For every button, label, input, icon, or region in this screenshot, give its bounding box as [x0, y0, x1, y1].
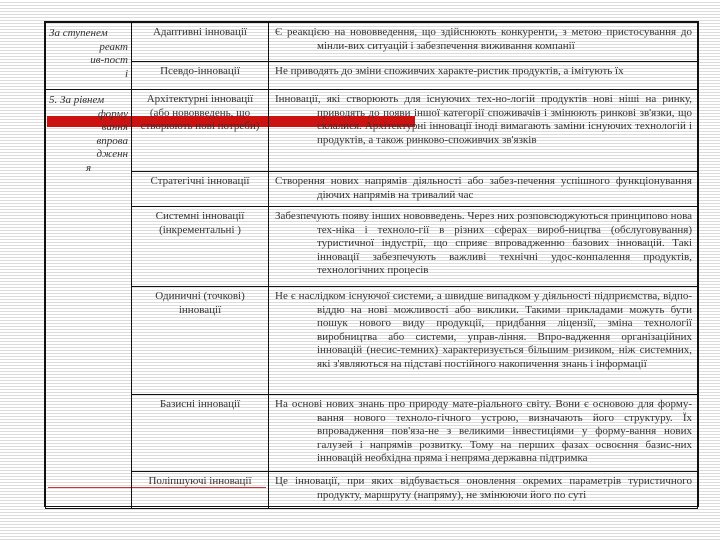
innovation-description: Створення нових напрямів діяльності або забез-печення успішного функціонування діючих напрямів на тривалий час	[269, 172, 698, 207]
innovation-description: На основі нових знань про природу мате-ріального світу. Вони є основою для форму-вання нового техноло-гічного устрою, визначають його структуру. Їх впровадження пов'яза-не з великими інвестиціями у форму-вання нових галузей і напрямів розвитку. Тому на перших фазах освоєння базис-них інновацій необхідна пряма і непряма державна підтримка	[269, 395, 698, 472]
innovation-type: Одиничні (точкові) інновації	[132, 287, 269, 395]
table-row	[46, 287, 698, 395]
label-line: ив-пост	[90, 54, 128, 66]
label-line: впрова	[96, 134, 128, 147]
innovation-type: Адаптивні інновації	[132, 23, 269, 62]
label-line: форму	[97, 107, 128, 120]
table-row	[46, 90, 698, 172]
innovation-description: Забезпечують появу інших нововведень. Через них розповсюджуються принципово нова тех-ніка і техноло-гії в різних сферах вироб-ництва (обслуговування) туристичної індустрії, що сприяє впровадженню базових інновацій. Такі інновації забезпечують важливі технічні удос-конпалення продуктів, технологічних процесів	[269, 207, 698, 287]
innovation-type: Псевдо-інновації	[132, 62, 269, 90]
innovation-type: Архітектурні інновації (або нововведень, що створюють нові потреби)	[132, 90, 269, 172]
label-line: За ступенем	[49, 27, 108, 39]
innovation-description: Не приводять до зміни споживчих характе-ристик продуктів, а імітують їх	[269, 62, 698, 90]
innovation-description: Це інновації, при яких відбувається оновлення окремих параметрів туристичного продукту, маршруту (напряму), не змінюючи його по суті	[269, 472, 698, 509]
group-label	[46, 90, 132, 509]
label-line: дженн	[96, 148, 128, 160]
innovation-type: Системні інновації (інкрементальні )	[132, 207, 269, 287]
innovation-description: Не є наслідком існуючої системи, а швидше випадком у діяльності підприємства, відпо-віддю на нові можливості або виклики. Такими прикладами можуть бути пошук нового виду продукції, придбання ліцензії, зміна технології виробництва або системи, управ-ління. Впро-вадження організаційних інновацій (несис-темних) характеризується більшим ризиком, ніж системних, які з'являються на підставі постійного накопичення знань і інформації	[269, 287, 698, 395]
innovation-type: Поліпшуючі інновації	[132, 472, 269, 509]
label-line: вання	[101, 121, 128, 133]
innovation-type: Стратегічні інновації	[132, 172, 269, 207]
innovation-type: Базисні інновації	[132, 395, 269, 472]
innovation-table	[44, 21, 699, 507]
table-row	[46, 395, 698, 472]
innovation-description: Є реакцією на нововведення, що здійснюють конкуренти, з метою пристосування до мінли-вих ситуацій і забезпечення виживання компанії	[269, 23, 698, 62]
label-line: 5. За рівнем	[49, 94, 105, 106]
table-row	[46, 207, 698, 287]
table-row	[46, 172, 698, 207]
table-row	[46, 23, 698, 62]
innovation-description: Інновації, які створюють для існуючих тех-но-логій продуктів нові ніші на ринку, приводять до появи іншої категорії споживачів і змінюють ринкові зв'язки, що склалися. Архітектурні інновації іноді вимагають заміни існуючих технологій і продуктів, а також ринково-споживчих зв'язків	[269, 90, 698, 172]
label-line: реакт	[99, 40, 128, 53]
table-row	[46, 472, 698, 509]
label-line: і	[124, 67, 128, 80]
table-row	[46, 62, 698, 90]
label-line: я	[85, 161, 92, 174]
group-label	[46, 23, 132, 90]
